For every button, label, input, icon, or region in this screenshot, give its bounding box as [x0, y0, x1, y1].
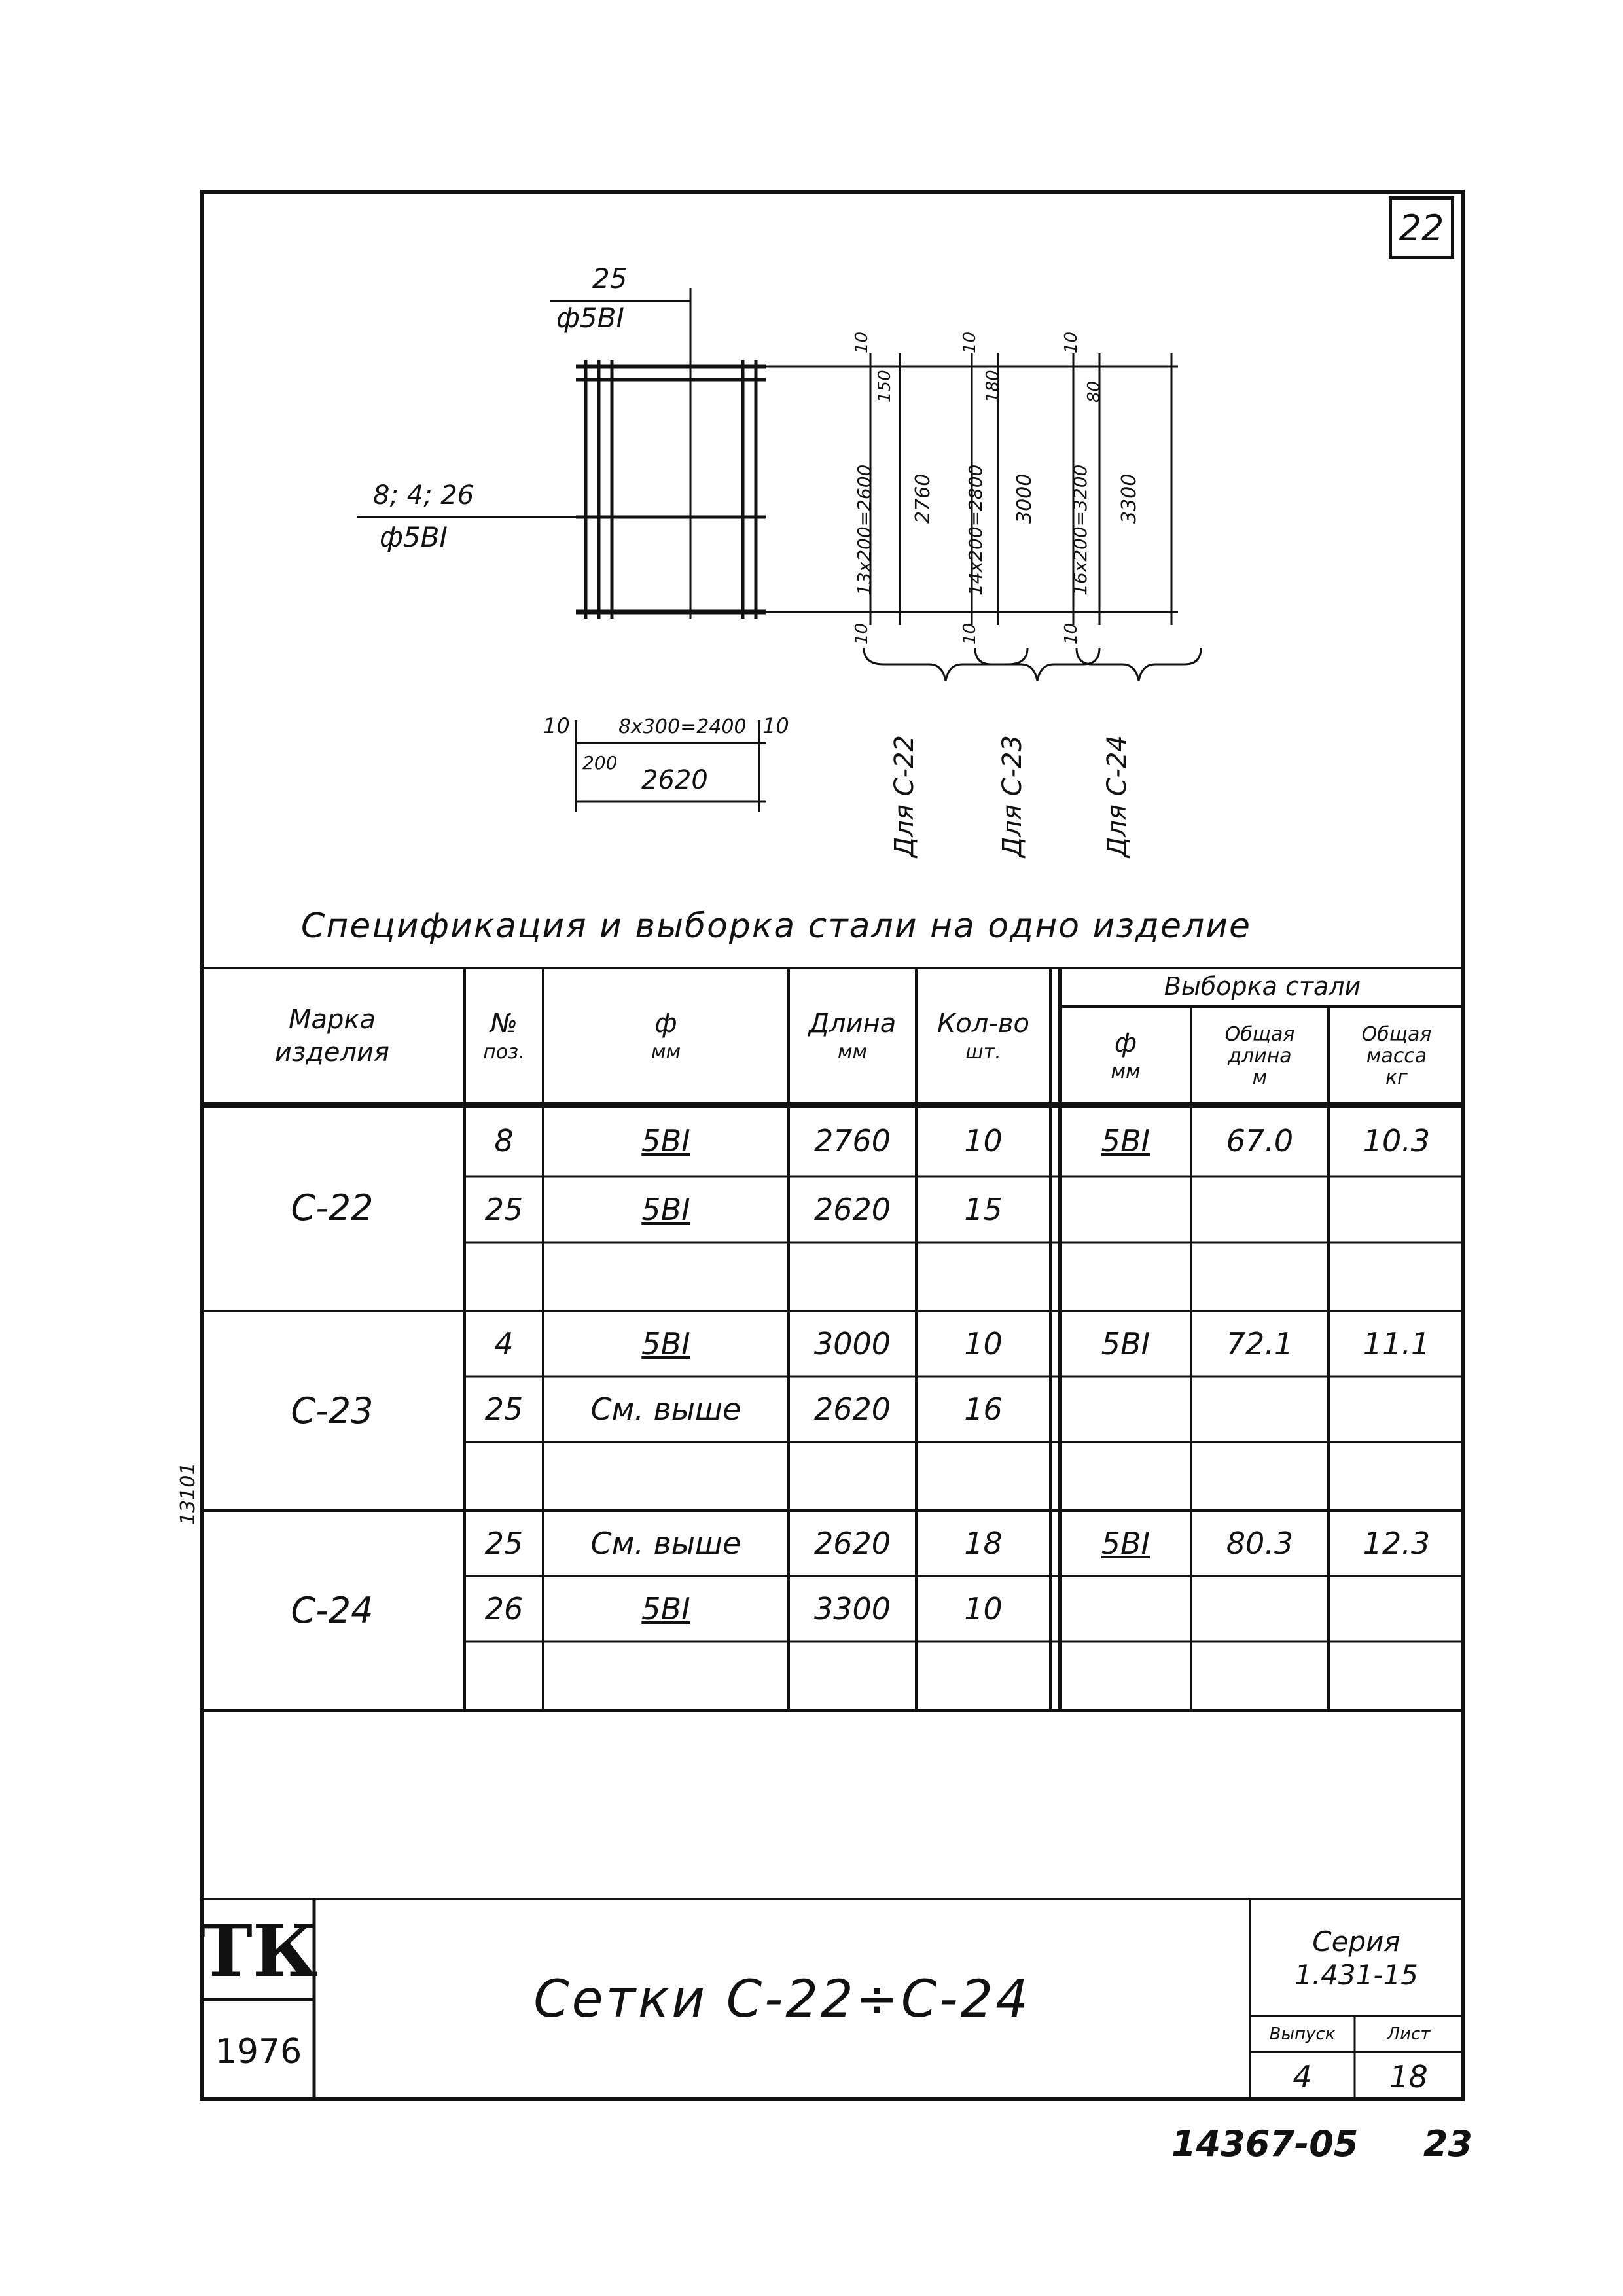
footer-code: 14367-05: [1171, 2123, 1359, 2164]
header-pos: [465, 967, 543, 1105]
dim-c24-spacing: 16х200=3200: [1069, 464, 1091, 596]
sel-dia-c22: 5ВI: [1101, 1123, 1150, 1158]
table-cell: 5ВI: [641, 1123, 690, 1158]
sheet-label: [1355, 2016, 1463, 2052]
top-bar-label: 25: [592, 262, 628, 295]
sel-mass-c22: 10.3: [1363, 1123, 1431, 1158]
table-cell: 3000: [813, 1326, 891, 1361]
sel-mass-c24: 12.3: [1363, 1526, 1431, 1561]
dim-c24-top: 10: [1061, 331, 1081, 353]
table-cell: 2620: [813, 1526, 891, 1561]
header-qty-1: Кол-во: [937, 1009, 1029, 1039]
table-cell: См. выше: [590, 1391, 741, 1427]
mesh-drawing: [0, 0, 1623, 982]
header-sel-dia-2: мм: [1111, 1060, 1141, 1084]
title-main: [314, 1898, 1250, 2101]
bottom-left-200: 200: [582, 752, 618, 774]
header-mark-1: Марка: [288, 1005, 376, 1035]
header-sel-len-3: м: [1252, 1066, 1268, 1089]
long-bar-dia: ф5ВI: [380, 521, 448, 553]
bottom-right-10: 10: [762, 713, 789, 738]
dim-c24-label: Для С-24: [1102, 735, 1132, 857]
dim-c23-bottom: 10: [960, 622, 980, 645]
tk-logo-text: ТК: [199, 1908, 318, 1993]
dim-c23-label: Для С-23: [997, 735, 1027, 857]
dim-c22-top: 10: [852, 331, 872, 353]
table-cell: 5ВI: [641, 1591, 690, 1626]
sel-len-c23: 72.1: [1226, 1326, 1294, 1361]
sheet-number: 22: [1399, 207, 1444, 249]
table-cell: 5ВI: [641, 1326, 690, 1361]
header-sel-dia-1: ф: [1114, 1028, 1137, 1059]
top-bar-dia: ф5ВI: [556, 302, 624, 334]
header-selection-text: Выборка стали: [1164, 972, 1361, 1001]
series-box: [1250, 1901, 1463, 2016]
table-cell: 16: [964, 1391, 1003, 1427]
margin-note-text: 13101: [177, 1462, 200, 1525]
table-cell: 2620: [813, 1391, 891, 1427]
table-cell: 4: [494, 1326, 514, 1361]
dim-c22-spacing: 13х200=2600: [853, 464, 875, 596]
header-dia: [543, 967, 789, 1105]
sel-dia-c23: 5ВI: [1101, 1326, 1150, 1361]
table-cell: 18: [964, 1526, 1003, 1561]
series-value: 1.431-15: [1294, 1958, 1418, 1991]
spec-title-text: Спецификация и выборка стали на одно изделие: [301, 906, 1251, 946]
header-mark-2: изделия: [274, 1037, 390, 1067]
footer-page: 23: [1423, 2123, 1472, 2164]
long-bar-label: 8; 4; 26: [373, 480, 474, 511]
table-cell: 3300: [813, 1591, 891, 1626]
header-sel-len-2: длина: [1228, 1044, 1292, 1067]
width-total: 2620: [641, 765, 708, 795]
bottom-left-10: 10: [543, 713, 570, 738]
sel-len-c22: 67.0: [1226, 1123, 1294, 1158]
table-cell: 25: [484, 1526, 524, 1561]
header-mark: [200, 967, 465, 1105]
table-cell: 25: [484, 1192, 524, 1227]
issue-label-text: Выпуск: [1269, 2024, 1336, 2044]
footer: [1171, 2117, 1472, 2170]
header-sel-len: [1191, 1007, 1329, 1105]
table-cell: 26: [484, 1591, 524, 1626]
table-cell: 8: [494, 1123, 514, 1158]
header-dia-1: ф: [654, 1009, 677, 1039]
dim-c22-total: 2760: [912, 473, 935, 524]
header-sel-mass-2: масса: [1366, 1044, 1427, 1067]
sheet-value: [1355, 2052, 1463, 2101]
bottom-spacing: 8х300=2400: [618, 715, 747, 738]
spec-title: [301, 906, 1414, 946]
dim-c22-bottom: 10: [852, 622, 872, 645]
sel-len-c24: 80.3: [1226, 1526, 1294, 1561]
issue-value-text: 4: [1293, 2058, 1312, 2094]
dim-c23-top: 10: [960, 331, 980, 353]
table-cell: 15: [964, 1192, 1003, 1227]
header-length: [789, 967, 916, 1105]
table-cell: 10: [964, 1326, 1003, 1361]
mark-c24: С-24: [291, 1590, 374, 1631]
header-selection: [1060, 967, 1465, 1007]
header-pos-1: №: [490, 1009, 518, 1039]
header-qty: [916, 967, 1050, 1105]
year-text: 1976: [215, 2032, 302, 2072]
header-sel-len-1: Общая: [1224, 1022, 1295, 1046]
series-label: Серия: [1312, 1926, 1400, 1958]
dim-c24-bottom: 10: [1061, 622, 1081, 645]
sel-dia-c24: 5ВI: [1101, 1526, 1150, 1561]
header-sel-mass-3: кг: [1385, 1066, 1408, 1089]
title-main-text: Сетки С-22÷С-24: [533, 1970, 1031, 2029]
table-cell: 10: [964, 1123, 1003, 1158]
header-qty-2: шт.: [965, 1041, 1001, 1064]
dim-c23-spacing: 14х200=2800: [965, 464, 986, 596]
margin-note: [177, 1463, 200, 1525]
mark-c22: С-22: [291, 1187, 374, 1229]
table-cell: См. выше: [590, 1526, 741, 1561]
dim-c23-total: 3000: [1013, 473, 1036, 524]
dim-c23-end: 180: [983, 370, 1003, 403]
table-cell: 10: [964, 1591, 1003, 1626]
issue-value: [1250, 2052, 1355, 2101]
dim-c24-total: 3300: [1118, 473, 1141, 524]
dim-c24-end: 80: [1084, 380, 1104, 403]
header-dia-2: мм: [651, 1041, 681, 1064]
header-length-1: Длина: [808, 1009, 897, 1039]
sheet-label-text: Лист: [1387, 2024, 1431, 2044]
dim-c22-label: Для С-22: [889, 735, 919, 857]
mark-c23: С-23: [291, 1390, 374, 1431]
table-cell: 25: [484, 1391, 524, 1427]
sel-mass-c23: 11.1: [1363, 1326, 1431, 1361]
header-sel-mass: [1329, 1007, 1465, 1105]
tk-logo: [199, 1901, 318, 2000]
table-cell: 5ВI: [641, 1192, 690, 1227]
header-length-2: мм: [837, 1041, 868, 1064]
table-cell: 2760: [813, 1123, 891, 1158]
header-sel-dia: [1060, 1007, 1191, 1105]
dim-c22-end: 150: [875, 370, 895, 403]
table-cell: 2620: [813, 1192, 891, 1227]
issue-label: [1250, 2016, 1355, 2052]
header-sel-mass-1: Общая: [1361, 1022, 1432, 1046]
header-pos-2: поз.: [483, 1041, 525, 1064]
sheet-value-text: 18: [1389, 2058, 1428, 2094]
year: [203, 2003, 314, 2101]
